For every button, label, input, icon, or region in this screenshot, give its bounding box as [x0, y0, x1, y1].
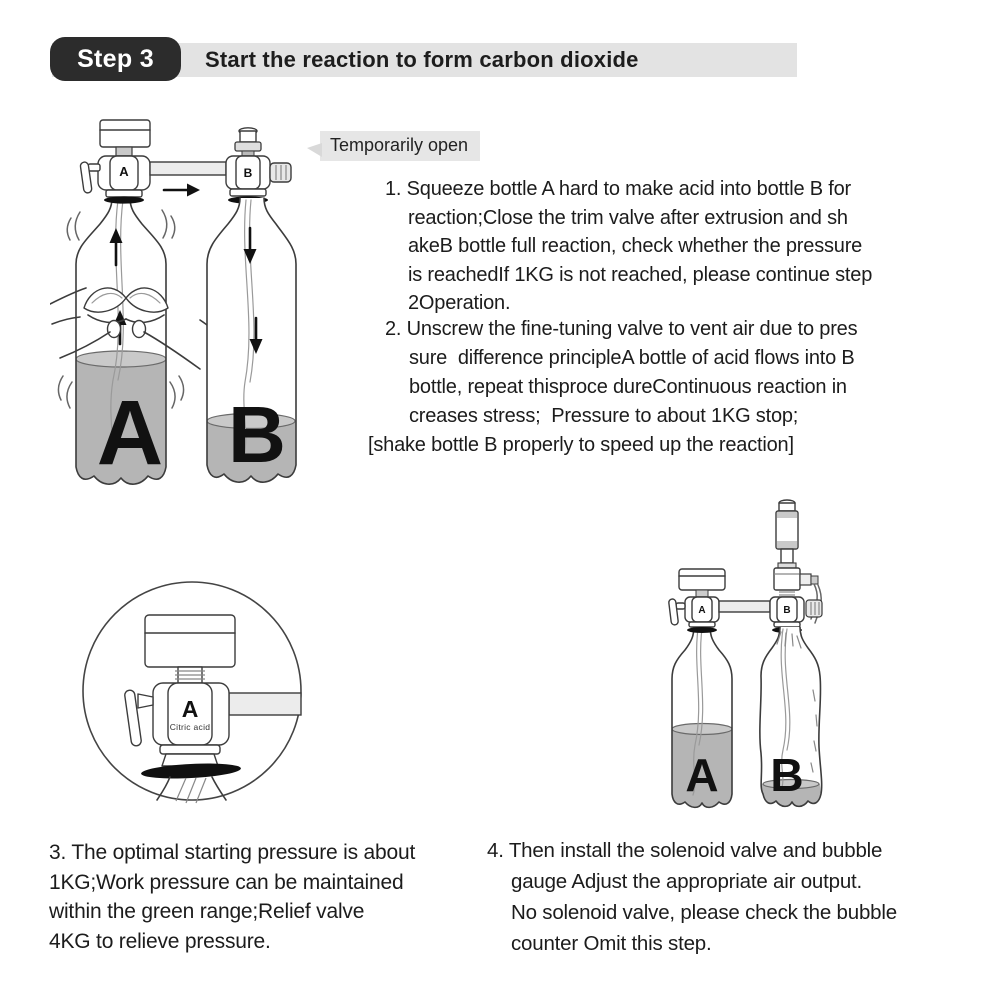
o-ring	[687, 627, 717, 633]
lever-handle	[676, 603, 685, 609]
diagram-valve-detail	[70, 563, 320, 813]
text-line: bottle, repeat thisproce dureContinuous reaction in	[409, 376, 847, 398]
text-line: gauge Adjust the appropriate air output.	[511, 870, 863, 893]
instruction-1	[385, 175, 965, 318]
step-badge	[52, 39, 179, 79]
valve-a-label: A	[119, 164, 129, 179]
detail-valve-note: Citric acid	[169, 722, 211, 732]
text-line: No solenoid valve, please check the bubble	[511, 901, 897, 924]
pressure-gauge	[145, 615, 235, 667]
lever-handle	[88, 164, 100, 171]
valve-b-label: B	[243, 166, 253, 180]
diagram-solenoid-setup	[635, 495, 965, 825]
diagram-squeeze-bottles	[50, 112, 370, 492]
bottle-a-label: A	[96, 382, 164, 484]
text-line: reaction;Close the trim valve after extrusion and sh	[408, 206, 848, 229]
o-ring	[104, 196, 144, 203]
text-line: 2Operation.	[408, 292, 511, 314]
bottle-a-label: A	[685, 749, 719, 801]
text-line: is reachedIf 1KG is not reached, please continue step	[408, 263, 873, 286]
page-title: Start the reaction to form carbon dioxide	[205, 47, 639, 72]
valve-b-assembly	[226, 128, 291, 204]
solenoid-port	[800, 574, 811, 585]
flow-arrow-icon	[164, 184, 200, 197]
connecting-tube	[150, 162, 226, 175]
instruction-4	[487, 835, 967, 959]
valve-a-label: A	[698, 605, 706, 616]
text-line: 3. The optimal starting pressure is about	[49, 841, 416, 864]
text-line: within the green range;Relief valve	[49, 900, 365, 923]
text-line: 4. Then install the solenoid valve and bubble	[487, 839, 883, 862]
callout-temporarily-open: Temporarily open	[320, 131, 480, 161]
step-badge-label: Step 3	[77, 44, 154, 73]
text-line: 2. Unscrew the fine-tuning valve to vent air due to pres	[385, 318, 858, 340]
text-line: 1. Squeeze bottle A hard to make acid into bottle B for	[385, 178, 851, 200]
bottle-b-label: B	[770, 749, 804, 801]
valve-b-label: B	[783, 605, 791, 616]
connecting-tube	[719, 601, 770, 612]
detail-valve-label: A	[181, 696, 199, 722]
text-line: akeB bottle full reaction, check whether the pressure	[408, 235, 863, 257]
bottle-b	[760, 627, 822, 806]
valve-a-assembly	[80, 120, 150, 204]
text-line: 1KG;Work pressure can be maintained	[49, 870, 404, 894]
lever-arm	[138, 694, 153, 708]
valve-a-assembly	[668, 569, 725, 633]
instruction-2	[368, 315, 968, 460]
text-line: 4KG to relieve pressure.	[49, 929, 271, 953]
bottle-a	[58, 198, 183, 484]
text-line: [shake bottle B properly to speed up the reaction]	[368, 434, 794, 456]
text-line: sure difference principleA bottle of acid flows into B	[409, 347, 855, 369]
thumb	[108, 321, 121, 338]
bottle-b-label: B	[228, 390, 286, 479]
pressure-gauge	[679, 569, 725, 590]
text-line: counter Omit this step.	[511, 932, 712, 955]
thumb	[133, 321, 146, 338]
pressure-gauge	[100, 120, 150, 147]
text-line: creases stress; Pressure to about 1KG stop;	[409, 405, 799, 427]
outlet-tube	[229, 693, 301, 715]
bottle-b	[207, 198, 296, 482]
instruction-3	[49, 838, 474, 956]
bottle-a	[672, 627, 732, 807]
bubble-counter	[776, 500, 798, 568]
